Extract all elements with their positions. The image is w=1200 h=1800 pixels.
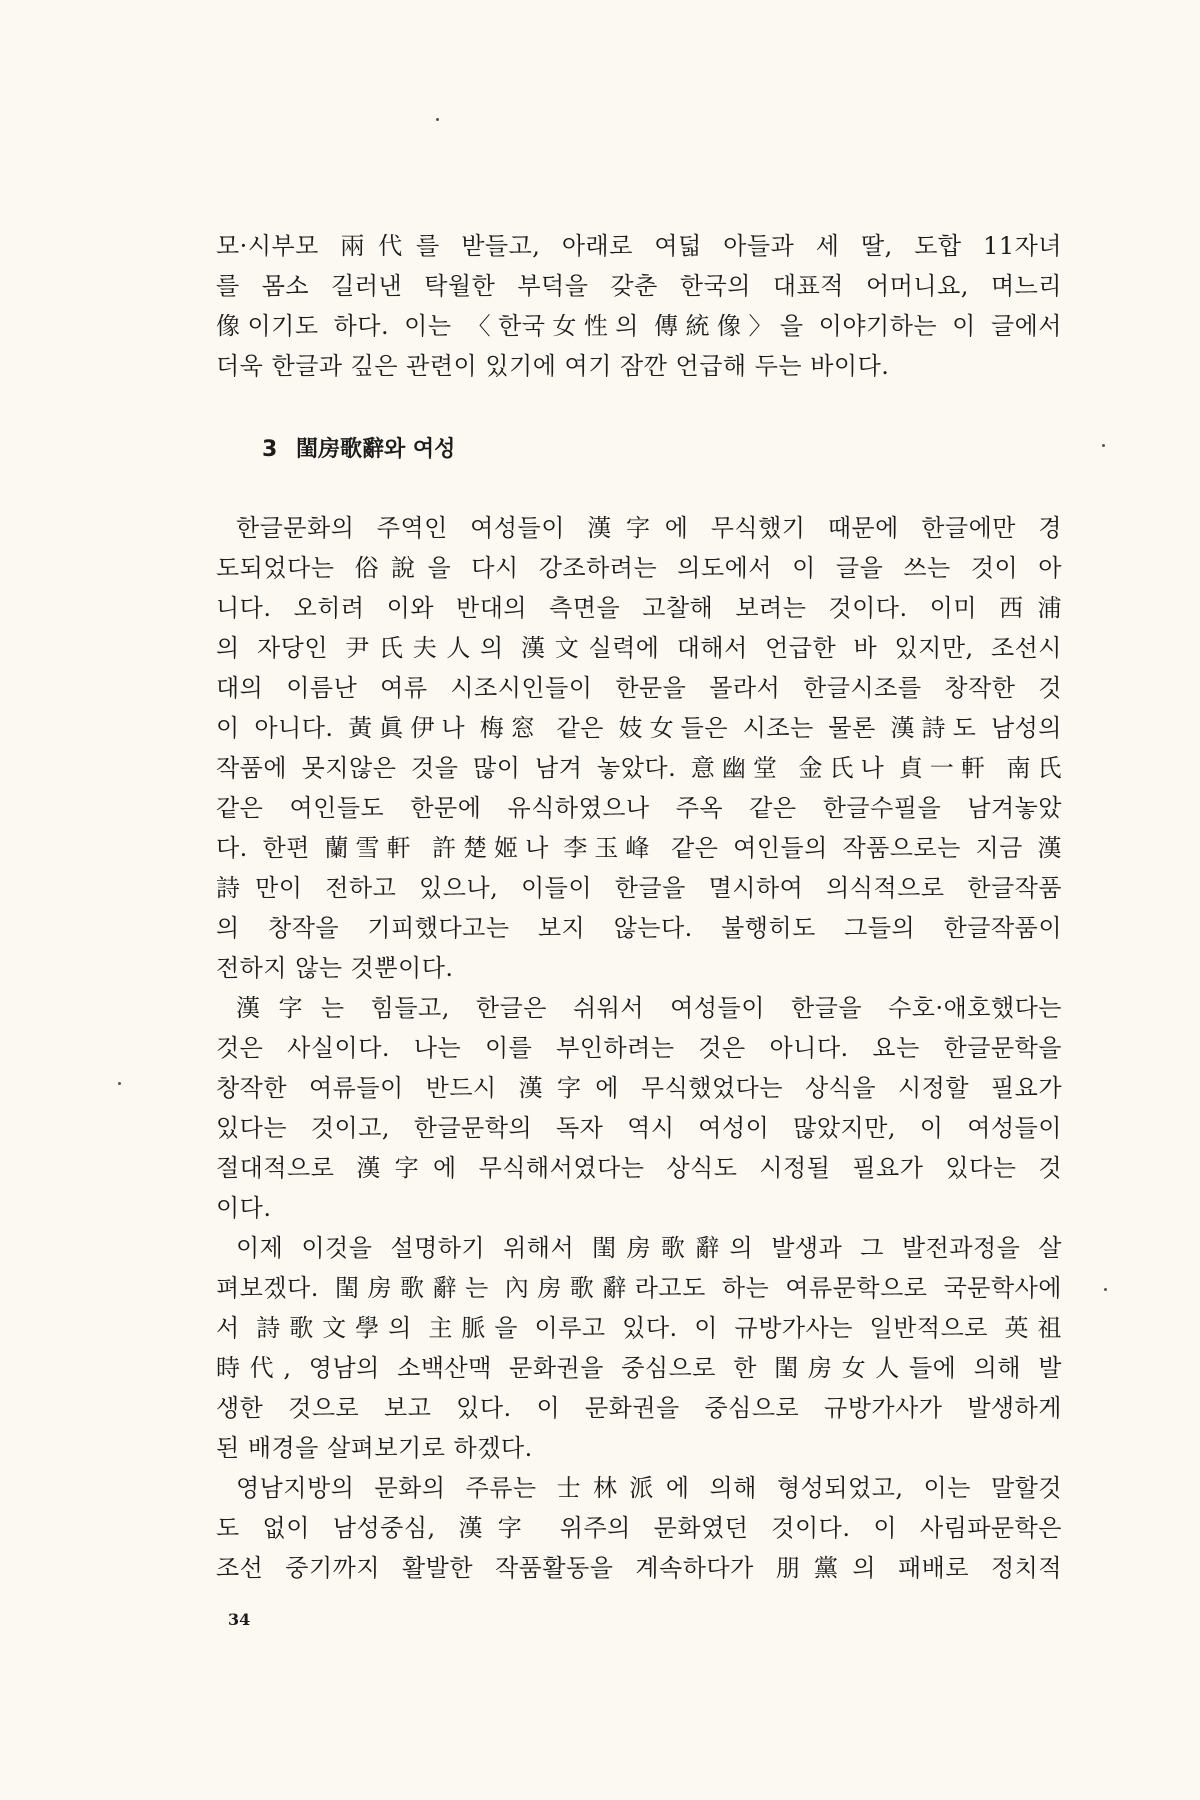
paragraph-3 (216, 1228, 1062, 1468)
body-text (216, 508, 1062, 1588)
text-line: 를 몸소 길러낸 탁월한 부덕을 갖춘 한국의 대표적 어머니요, 며느리 (216, 272, 1062, 300)
text-line: 像이기도 하다. 이는 〈한국女性의 傳統像〉을 이야기하는 이 글에서 (216, 312, 1062, 340)
text-line: 도되었다는 俗說을 다시 강조하려는 의도에서 이 글을 쓰는 것이 아 (216, 554, 1062, 582)
text-line: 한글문화의 주역인 여성들이 漢字에 무식했기 때문에 한글에만 경 (236, 514, 1062, 542)
text-line: 이다. (216, 1194, 272, 1222)
text-line: 이제 이것을 설명하기 위해서 閨房歌辭의 발생과 그 발전과정을 살 (236, 1234, 1062, 1262)
top-paragraph (216, 226, 1062, 386)
text-line: 漢字는 힘들고, 한글은 쉬워서 여성들이 한글을 수호·애호했다는 (236, 994, 1062, 1022)
text-line: 時代, 영남의 소백산맥 문화권을 중심으로 한 閨房女人들에 의해 발 (216, 1354, 1062, 1382)
page-number: 34 (228, 1610, 251, 1629)
print-speck (1104, 1288, 1107, 1291)
print-speck (1102, 444, 1105, 447)
paragraph-2 (216, 988, 1062, 1228)
text-line: 조선 중기까지 활발한 작품활동을 계속하다가 朋黨의 패배로 정치적 (216, 1554, 1062, 1582)
text-line: 전하지 않는 것뿐이다. (216, 954, 454, 982)
text-line: 작품에 못지않은 것을 많이 남겨 놓았다. 意幽堂 金氏나 貞一軒 南氏 (216, 754, 1062, 782)
text-line: 같은 여인들도 한문에 유식하였으나 주옥 같은 한글수필을 남겨놓았 (216, 794, 1062, 822)
text-line: 생한 것으로 보고 있다. 이 문화권을 중심으로 규방가사가 발생하게 (216, 1394, 1062, 1422)
section-number: 3 (262, 437, 278, 462)
text-line: 의 창작을 기피했다고는 보지 않는다. 불행히도 그들의 한글작품이 (216, 914, 1062, 942)
text-line: 영남지방의 문화의 주류는 士林派에 의해 형성되었고, 이는 말할것 (236, 1474, 1062, 1502)
text-line: 詩만이 전하고 있으나, 이들이 한글을 멸시하여 의식적으로 한글작품 (216, 874, 1062, 902)
text-line: 더욱 한글과 깊은 관련이 있기에 여기 잠깐 언급해 두는 바이다. (216, 352, 890, 380)
print-speck (436, 118, 439, 121)
text-line: 서 詩歌文學의 主脈을 이루고 있다. 이 규방가사는 일반적으로 英祖 (216, 1314, 1062, 1342)
text-line: 절대적으로 漢字에 무식해서였다는 상식도 시정될 필요가 있다는 것 (216, 1154, 1062, 1182)
text-line: 의 자당인 尹氏夫人의 漢文실력에 대해서 언급한 바 있지만, 조선시 (216, 634, 1062, 662)
text-line: 도 없이 남성중심, 漢字 위주의 문화였던 것이다. 이 사림파문학은 (216, 1514, 1062, 1542)
text-line: 모·시부모 兩代를 받들고, 아래로 여덟 아들과 세 딸, 도합 11자녀 (216, 232, 1062, 260)
paragraph-4 (216, 1468, 1062, 1588)
text-line: 이 아니다. 黃眞伊나 梅窓 같은 妓女들은 시조는 물론 漢詩도 남성의 (216, 714, 1062, 742)
text-line: 된 배경을 살펴보기로 하겠다. (216, 1434, 533, 1462)
print-speck (118, 1082, 121, 1085)
section-heading (262, 432, 455, 468)
text-line: 대의 이름난 여류 시조시인들이 한문을 몰라서 한글시조를 창작한 것 (216, 674, 1062, 702)
text-line: 것은 사실이다. 나는 이를 부인하려는 것은 아니다. 요는 한글문학을 (216, 1034, 1062, 1062)
paragraph-1 (216, 508, 1062, 988)
text-line: 다. 한편 蘭雪軒 許楚姬나 李玉峰 같은 여인들의 작품으로는 지금 漢 (216, 834, 1062, 862)
text-line: 니다. 오히려 이와 반대의 측면을 고찰해 보려는 것이다. 이미 西浦 (216, 594, 1062, 622)
section-title: 閨房歌辭와 여성 (296, 437, 456, 462)
text-line: 있다는 것이고, 한글문학의 독자 역시 여성이 많았지만, 이 여성들이 (216, 1114, 1062, 1142)
text-line: 펴보겠다. 閨房歌辭는 內房歌辭라고도 하는 여류문학으로 국문학사에 (216, 1274, 1062, 1302)
text-line: 창작한 여류들이 반드시 漢字에 무식했었다는 상식을 시정할 필요가 (216, 1074, 1062, 1102)
